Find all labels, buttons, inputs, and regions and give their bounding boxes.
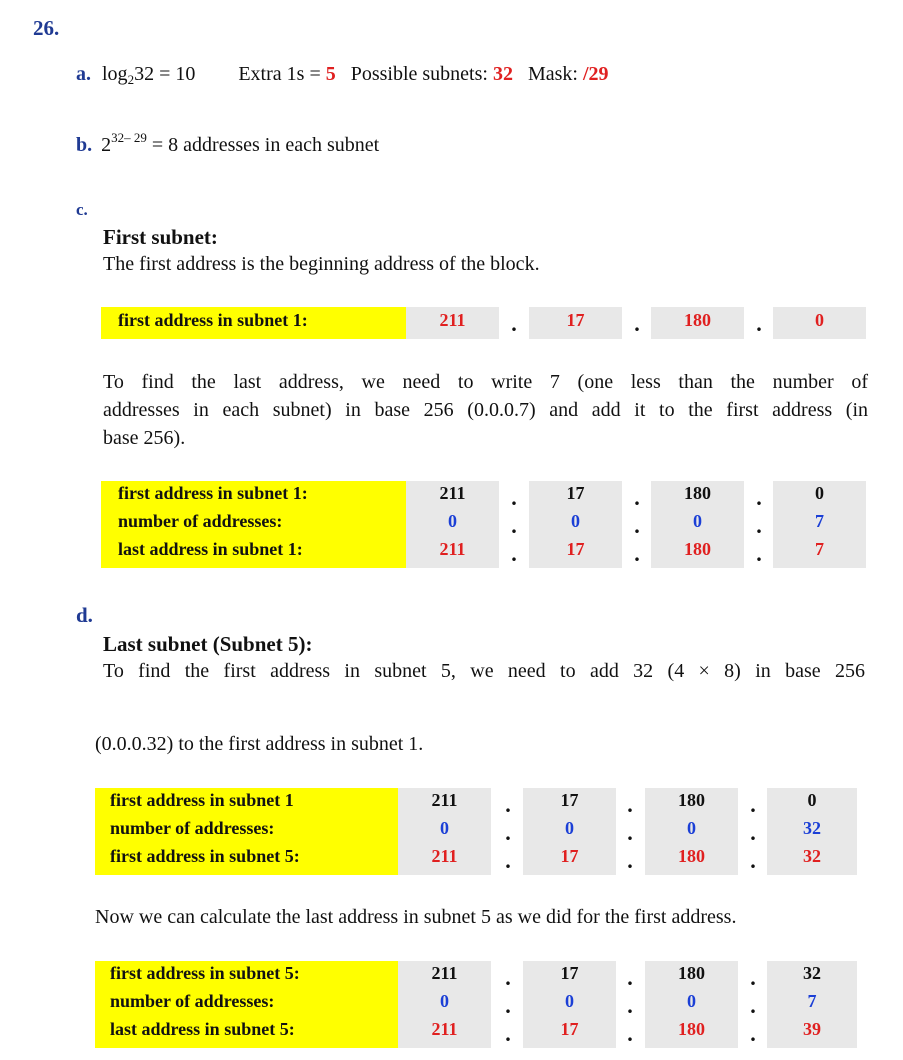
- octet-2: 17 0 17: [523, 961, 616, 1048]
- power-base: 2: [101, 134, 112, 156]
- table-label-column: [101, 481, 406, 568]
- octet-4: 32 7 39: [767, 961, 857, 1048]
- part-b: [76, 130, 379, 157]
- problem-number: 26.: [33, 16, 60, 40]
- dot: .: [756, 541, 762, 566]
- dot: .: [750, 1021, 756, 1046]
- octet-3: 180 0 180: [651, 481, 744, 568]
- first-subnet-heading: First subnet:: [103, 225, 218, 249]
- last-address-subnet-5-text: Now we can calculate the last address in subnet 5 as we did for the first address.: [95, 906, 737, 928]
- table-row-label: number of addresses:: [118, 511, 283, 531]
- power-exponent: 32– 29: [111, 130, 147, 145]
- dot: .: [511, 311, 517, 336]
- dot: .: [627, 1021, 633, 1046]
- dot: .: [756, 513, 762, 538]
- octet-1: 211 0 211: [406, 481, 499, 568]
- table-row-label: first address in subnet 5:: [110, 963, 300, 983]
- table-row-label: last address in subnet 5:: [110, 1019, 295, 1039]
- dot: .: [505, 993, 511, 1018]
- part-c-label: c.: [76, 200, 88, 219]
- part-d-label: d.: [76, 603, 93, 627]
- octet-2: 17 0 17: [529, 481, 622, 568]
- octet-3: 180: [651, 307, 744, 339]
- dot: .: [627, 993, 633, 1018]
- table-row-label: number of addresses:: [110, 818, 275, 838]
- part-a-label: a.: [76, 63, 91, 85]
- dot: .: [750, 965, 756, 990]
- octet-2: 17 0 17: [523, 788, 616, 875]
- first-subnet-intro: The first address is the beginning address of the block.: [103, 253, 540, 275]
- table-label-column: [95, 961, 398, 1048]
- table-row-label: first address in subnet 1:: [118, 310, 308, 330]
- octet-2: 17: [529, 307, 622, 339]
- dot: .: [756, 311, 762, 336]
- part-b-label: b.: [76, 134, 93, 156]
- octet-3: 180 0 180: [645, 788, 738, 875]
- dot: .: [511, 541, 517, 566]
- table-label-column: [95, 788, 398, 875]
- dot: .: [627, 820, 633, 845]
- octet-4: 0: [773, 307, 866, 339]
- addresses-text: = 8 addresses in each subnet: [146, 134, 380, 156]
- dot: .: [750, 993, 756, 1018]
- mask: Mask: /29: [527, 63, 609, 85]
- log-expression: $\log_232 = 10$: [102, 63, 196, 87]
- part-a: [76, 63, 609, 88]
- octet-3: 180 0 180: [645, 961, 738, 1048]
- dot: .: [750, 820, 756, 845]
- possible-subnets: Possible subnets: 32: [350, 63, 513, 85]
- dot: .: [634, 513, 640, 538]
- dot: .: [505, 1021, 511, 1046]
- last-subnet-heading: Last subnet (Subnet 5):: [103, 632, 313, 656]
- dot: .: [505, 820, 511, 845]
- dot: .: [627, 848, 633, 873]
- octet-1: 211: [406, 307, 499, 339]
- table-row-label: number of addresses:: [110, 991, 275, 1011]
- octet-4: 0 7 7: [773, 481, 866, 568]
- octet-1: 211 0 211: [398, 961, 491, 1048]
- table-row-label: first address in subnet 1:: [118, 483, 308, 503]
- table-row-label: first address in subnet 1: [110, 790, 294, 810]
- last-subnet-intro-2: (0.0.0.32) to the first address in subnet 1.: [95, 733, 424, 755]
- extra-ones: Extra 1s = 5: [238, 63, 336, 85]
- dot: .: [505, 792, 511, 817]
- table-row-label: last address in subnet 1:: [118, 539, 303, 559]
- dot: .: [634, 541, 640, 566]
- last-subnet-intro: To find the first address in subnet 5, we need to add 32 (4 × 8) in base 256: [103, 660, 865, 682]
- dot: .: [511, 485, 517, 510]
- dot: .: [505, 848, 511, 873]
- dot: .: [511, 513, 517, 538]
- dot: .: [750, 792, 756, 817]
- last-address-explanation: To find the last address, we need to write 7 (one less than the number of addresses in each subnet) in base 256 (0.0.0.7) and add it to the first address (in base 256).: [103, 371, 868, 449]
- dot: .: [756, 485, 762, 510]
- octet-1: 211 0 211: [398, 788, 491, 875]
- dot: .: [627, 792, 633, 817]
- dot: .: [634, 485, 640, 510]
- table-row-label: first address in subnet 5:: [110, 846, 300, 866]
- table-label-column: [101, 307, 406, 339]
- dot: .: [505, 965, 511, 990]
- dot: .: [627, 965, 633, 990]
- dot: .: [750, 848, 756, 873]
- dot: .: [634, 311, 640, 336]
- octet-4: 0 32 32: [767, 788, 857, 875]
